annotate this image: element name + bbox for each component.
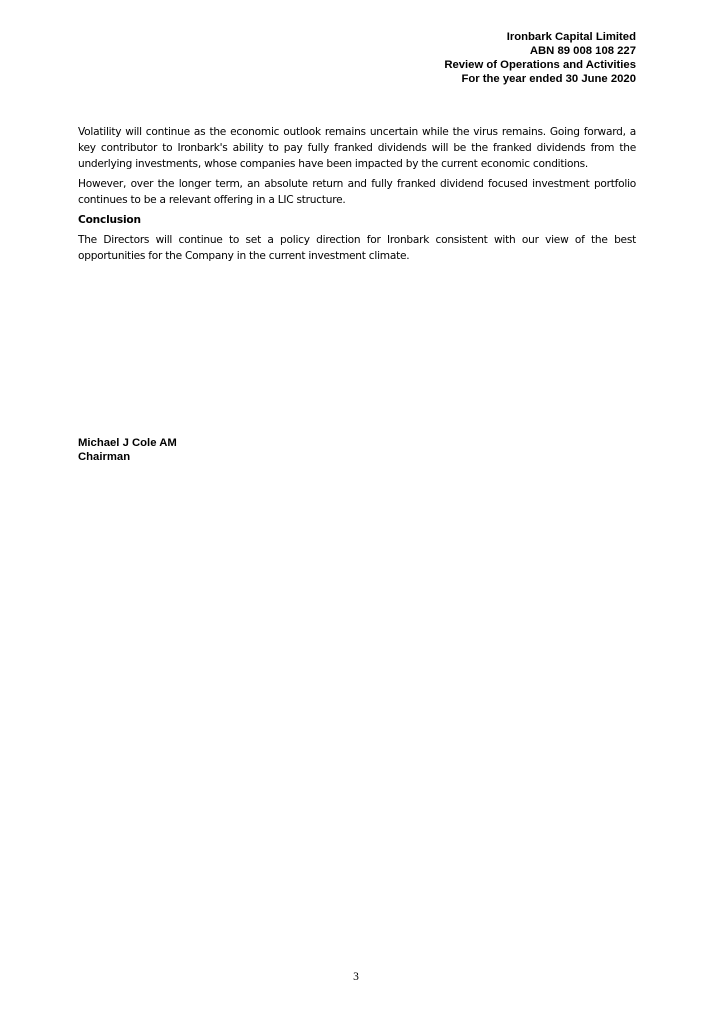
document-header xyxy=(236,30,636,86)
signatory-name: Michael J Cole AM xyxy=(78,437,177,449)
signatory-title: Chairman xyxy=(78,451,131,463)
company-name: Ironbark Capital Limited xyxy=(506,31,636,43)
conclusion-heading: Conclusion xyxy=(78,214,141,226)
signature-block xyxy=(78,436,177,464)
company-abn: ABN 89 008 108 227 xyxy=(529,45,636,57)
paragraph-conclusion: The Directors will continue to set a policy direction for Ironbark consistent with our view of the best opportunities for the Company in the current investment climate. xyxy=(78,234,636,262)
document-body xyxy=(78,124,636,268)
reporting-period: For the year ended 30 June 2020 xyxy=(461,73,636,85)
page-number: 3 xyxy=(353,971,359,983)
section-title: Review of Operations and Activities xyxy=(444,59,636,71)
paragraph-volatility: Volatility will continue as the economic outlook remains uncertain while the virus remains. Going forward, a key contributor to Ironbark's ability to pay fully franked dividends will be the franked dividends from the underlying investments, whose companies have been impacted by the current economic conditions. xyxy=(78,126,636,170)
paragraph-longer-term: However, over the longer term, an absolute return and fully franked dividend focused investment portfolio continues to be a relevant offering in a LIC structure. xyxy=(78,178,636,206)
